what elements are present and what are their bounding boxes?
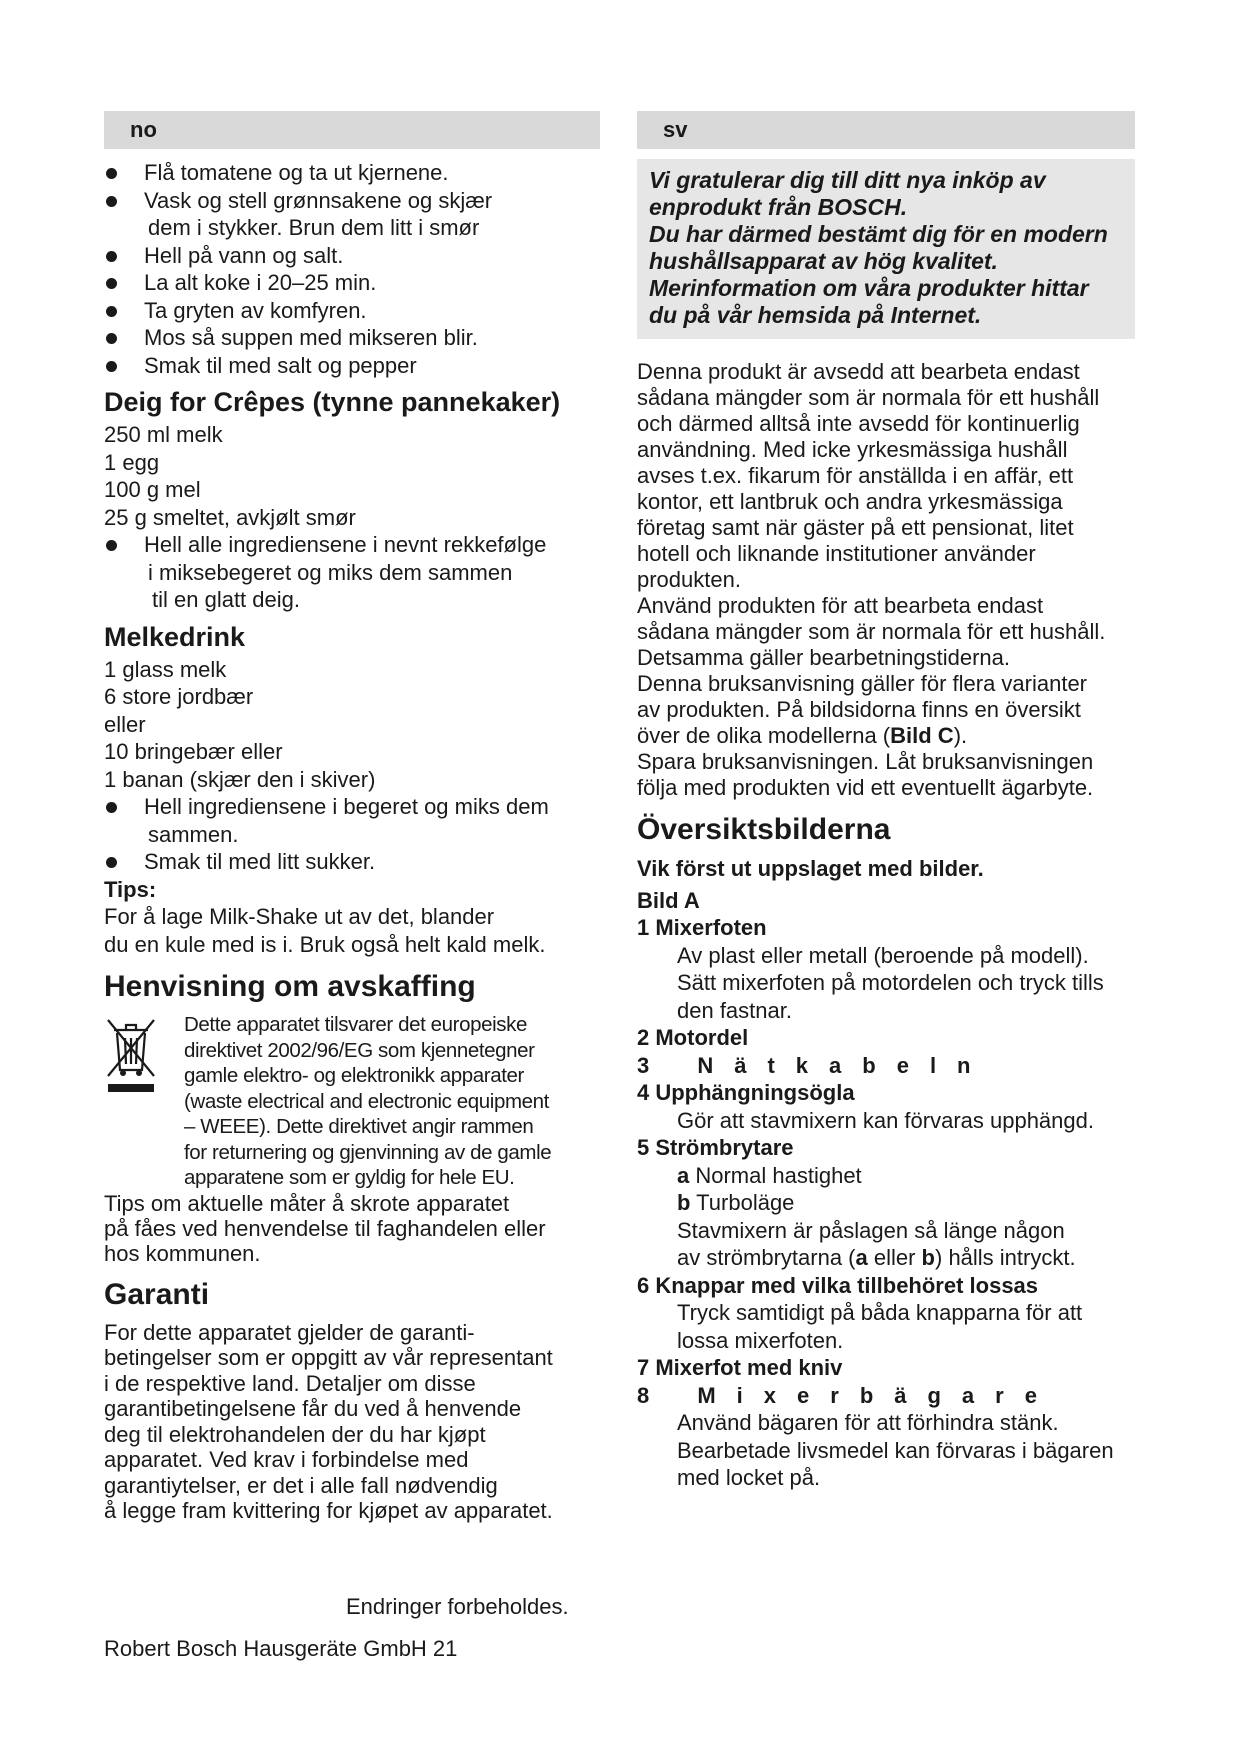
overview-heading: Översiktsbilderna bbox=[637, 813, 891, 846]
item-1: 1 Mixerfoten bbox=[637, 915, 767, 940]
garanti-text: For dette apparatet gjelder de garanti- betingelser som er oppgitt av vår representant i de respektive land. Detaljer om disse garantibetingelsene får du ved å henvende deg til elektrohandelen der du har kjøpt apparatet. Ved krav i forbindelse med garantiytelser, er det i alle fall nødvendig å legge fram kvittering for kjøpet av apparatet. bbox=[104, 1319, 553, 1523]
tips-label: Tips: bbox=[104, 876, 157, 902]
ingredient: 1 banan (skjær den i skiver) bbox=[104, 766, 376, 792]
item-5a: a Normal hastighet bbox=[677, 1162, 862, 1188]
item-4: 4 Upphängningsögla bbox=[637, 1080, 855, 1105]
item-desc: Av plast eller metall (beroende på modell). bbox=[677, 942, 1089, 968]
melkedrink-heading: Melkedrink bbox=[104, 621, 246, 652]
list-item: Hell ingrediensene i begeret og miks dem sammen. bbox=[104, 793, 600, 848]
list-item: La alt koke i 20–25 min. bbox=[104, 269, 600, 297]
ingredient: 25 g smeltet, avkjølt smør bbox=[104, 504, 356, 530]
right-column bbox=[637, 111, 1135, 1492]
weee-text: Dette apparatet tilsvarer det europeiske direktivet 2002/96/EG som kjennetegner gamle elektro- og elektronikk apparater (waste electrical and electronic equipment – WEEE). Dette direktivet angir rammen for returnering og gjenvinning av de gamle apparatene som er gyldig for hele EU. bbox=[184, 1013, 552, 1189]
item-desc: av strömbrytarna (a eller b) hålls intryckt. bbox=[677, 1245, 1076, 1270]
bild-a-label: Bild A bbox=[637, 887, 700, 913]
item-desc: med locket på. bbox=[677, 1465, 821, 1490]
overview-subheading: Vik först ut uppslaget med bilder. bbox=[637, 856, 984, 881]
item-2: 2 Motordel bbox=[637, 1025, 749, 1050]
item-desc: Använd bägaren för att förhindra stänk. bbox=[677, 1410, 1059, 1435]
language-bar-no bbox=[104, 111, 600, 149]
ingredient: 1 glass melk bbox=[104, 656, 227, 682]
language-label: sv bbox=[663, 117, 688, 142]
language-label: no bbox=[130, 117, 157, 142]
item-desc: Gör att stavmixern kan förvaras upphängd. bbox=[677, 1107, 1094, 1133]
ingredient: 250 ml melk bbox=[104, 422, 223, 447]
weee-bin-icon bbox=[104, 1012, 184, 1191]
crepes-heading: Deig for Crêpes (tynne pannekaker) bbox=[104, 387, 561, 417]
item-desc: Bearbetade livsmedel kan förvaras i bägaren bbox=[677, 1437, 1114, 1463]
item-7: 7 Mixerfot med kniv bbox=[637, 1355, 843, 1380]
list-item: Mos så suppen med mikseren blir. bbox=[104, 324, 600, 352]
list-item: Vask og stell grønnsakene og skjær dem i stykker. Brun dem litt i smør bbox=[104, 187, 600, 242]
list-item: Flå tomatene og ta ut kjernene. bbox=[104, 159, 600, 187]
item-desc: Tryck samtidigt på båda knapparna för att bbox=[677, 1300, 1083, 1325]
garanti-heading: Garanti bbox=[104, 1277, 210, 1311]
list-item: Smak til med salt og pepper bbox=[104, 352, 600, 380]
list-item: Hell alle ingrediensene i nevnt rekkefølge i miksebegeret og miks dem sammen til en glatt deig. bbox=[104, 531, 600, 614]
disposal-line: Tips om aktuelle måter å skrote apparatet bbox=[104, 1190, 510, 1216]
list-item: Hell på vann og salt. bbox=[104, 242, 600, 270]
item-6: 6 Knappar med vilka tillbehöret lossas bbox=[637, 1272, 1039, 1298]
footer-company: Robert Bosch Hausgeräte GmbH 21 bbox=[104, 1636, 458, 1661]
tips-line: du en kule med is i. Bruk også helt kald melk. bbox=[104, 931, 546, 957]
ingredient: eller bbox=[104, 711, 146, 737]
soup-steps bbox=[104, 159, 600, 379]
language-bar-sv bbox=[637, 111, 1135, 149]
list-item: Ta gryten av komfyren. bbox=[104, 297, 600, 325]
item-desc: den fastnar. bbox=[677, 997, 792, 1023]
footer-changes: Endringer forbeholdes. bbox=[346, 1594, 569, 1619]
ingredient: 10 bringebær eller bbox=[104, 739, 283, 764]
list-item: Smak til med litt sukker. bbox=[104, 848, 600, 876]
intro-box: Vi gratulerar dig till ditt nya inköp av enprodukt från BOSCH. Du har därmed bestämt dig för en modern hushållsapparat av hög kvalitet. Merinformation om våra produkter hittar du på vår hemsida på Internet. bbox=[637, 159, 1135, 339]
item-8: 8 Mixerbägare bbox=[637, 1382, 1058, 1408]
ingredient: 6 store jordbær bbox=[104, 684, 254, 709]
left-column bbox=[104, 111, 600, 1524]
item-3: 3 Nätkabeln bbox=[637, 1052, 992, 1078]
ingredient: 1 egg bbox=[104, 449, 160, 475]
item-5: 5 Strömbrytare bbox=[637, 1135, 794, 1160]
tips-line: For å lage Milk-Shake ut av det, blander bbox=[104, 904, 495, 929]
disposal-line: hos kommunen. bbox=[104, 1240, 261, 1266]
weee-block bbox=[104, 1012, 600, 1191]
item-desc: lossa mixerfoten. bbox=[677, 1327, 844, 1353]
item-desc: Stavmixern är påslagen så länge någon bbox=[677, 1217, 1065, 1243]
item-5b: b Turboläge bbox=[677, 1190, 795, 1215]
item-desc: Sätt mixerfoten på motordelen och tryck tills bbox=[677, 970, 1104, 995]
ingredient: 100 g mel bbox=[104, 477, 201, 502]
disposal-heading: Henvisning om avskaffing bbox=[104, 970, 476, 1003]
disposal-line: på fåes ved henvendelse til faghandelen eller bbox=[104, 1215, 546, 1241]
usage-text: Denna produkt är avsedd att bearbeta endast sådana mängder som är normala för ett hushåll och därmed alltså inte avsedd för kontinuerlig användning. Med icke yrkesmässiga hushåll avses t.ex. fikarum för anställda i en affär, ett kontor, ett lantbruk och andra yrkesmässiga företag samt när gäster på ett pensionat, litet hotell och liknande institutioner använder produkten. Använd produkten för att bearbeta endast sådana mängder som är normala för ett hushåll. Detsamma gäller bearbetningstiderna. Denna bruksanvisning gäller för flera varianter av produkten. På bildsidorna finns en översikt över de olika modellerna (Bild C). Spara bruksanvisningen. Låt bruksanvisningen följa med produkten vid ett eventuellt ägarbyte. bbox=[637, 359, 1106, 800]
